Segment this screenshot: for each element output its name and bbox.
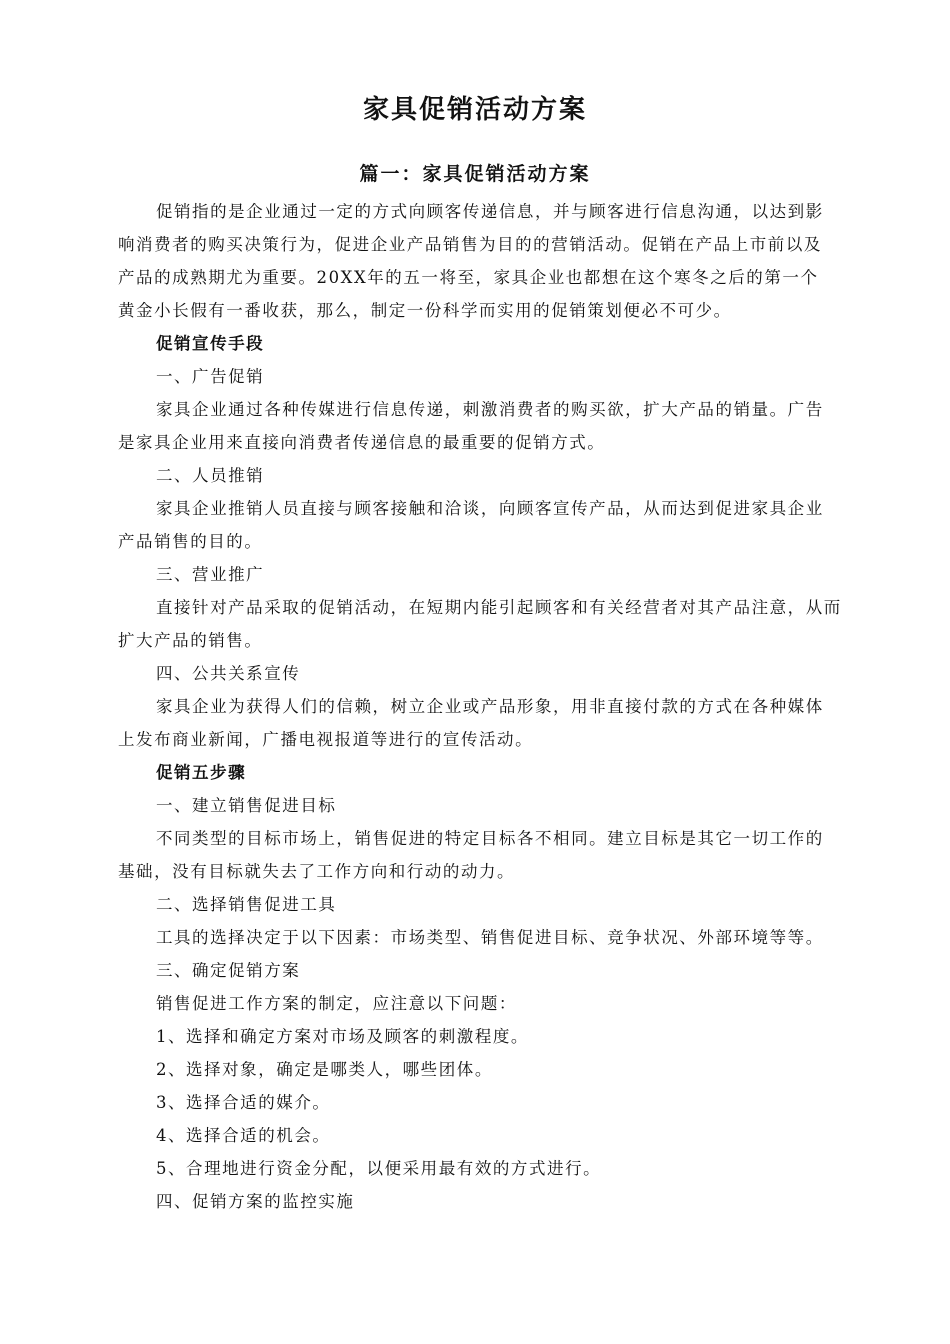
document-body: [118, 195, 842, 1218]
paragraph: 四、促销方案的监控实施: [155, 1192, 355, 1211]
paragraph: 一、广告促销: [155, 367, 265, 386]
paragraph: 3、选择合适的媒介。: [155, 1093, 331, 1112]
paragraph: 5、合理地进行资金分配，以便采用最有效的方式进行。: [155, 1159, 602, 1178]
paragraph: 二、选择销售促进工具: [155, 895, 337, 914]
paragraph: 三、营业推广: [155, 565, 265, 584]
paragraph: 不同类型的目标市场上，销售促进的特定目标各不相同。建立目标是其它一切工作的基础，没有目标就失去了工作方向和行动的动力。: [118, 829, 824, 881]
paragraph: 2、选择对象，确定是哪类人，哪些团体。: [155, 1060, 493, 1079]
paragraph: 二、人员推销: [155, 466, 265, 485]
paragraph: 四、公共关系宣传: [155, 664, 301, 683]
paragraph: 销售促进工作方案的制定，应注意以下问题：: [155, 994, 517, 1013]
section-title: 篇一：家具促销活动方案: [359, 163, 591, 185]
paragraph: 三、确定促销方案: [155, 961, 301, 980]
subheading: 促销五步骤: [155, 763, 247, 782]
paragraph: 促销指的是企业通过一定的方式向顾客传递信息，并与顾客进行信息沟通，以达到影响消费者的购买决策行为，促进企业产品销售为目的的营销活动。促销在产品上市前以及产品的成熟期尤为重要。20XX年的五一将至，家具企业也都想在这个寒冬之后的第一个黄金小长假有一番收获，那么，制定一份科学而实用的促销策划便必不可少。: [118, 202, 824, 320]
paragraph: 家具企业推销人员直接与顾客接触和洽谈，向顾客宣传产品，从而达到促进家具企业产品销售的目的。: [118, 499, 824, 551]
subheading: 促销宣传手段: [155, 334, 265, 353]
document-title: 家具促销活动方案: [362, 95, 587, 125]
paragraph: 1、选择和确定方案对市场及顾客的刺激程度。: [155, 1027, 529, 1046]
paragraph: 一、建立销售促进目标: [155, 796, 337, 815]
paragraph: 家具企业为获得人们的信赖，树立企业或产品形象，用非直接付款的方式在各种媒体上发布商业新闻，广播电视报道等进行的宣传活动。: [118, 697, 824, 749]
paragraph: 家具企业通过各种传媒进行信息传递，刺激消费者的购买欲，扩大产品的销量。广告是家具企业用来直接向消费者传递信息的最重要的促销方式。: [118, 400, 824, 452]
paragraph: 4、选择合适的机会。: [155, 1126, 331, 1145]
paragraph: 直接针对产品采取的促销活动，在短期内能引起顾客和有关经营者对其产品注意，从而扩大产品的销售。: [118, 598, 842, 650]
paragraph: 工具的选择决定于以下因素：市场类型、销售促进目标、竞争状况、外部环境等等。: [155, 928, 824, 947]
